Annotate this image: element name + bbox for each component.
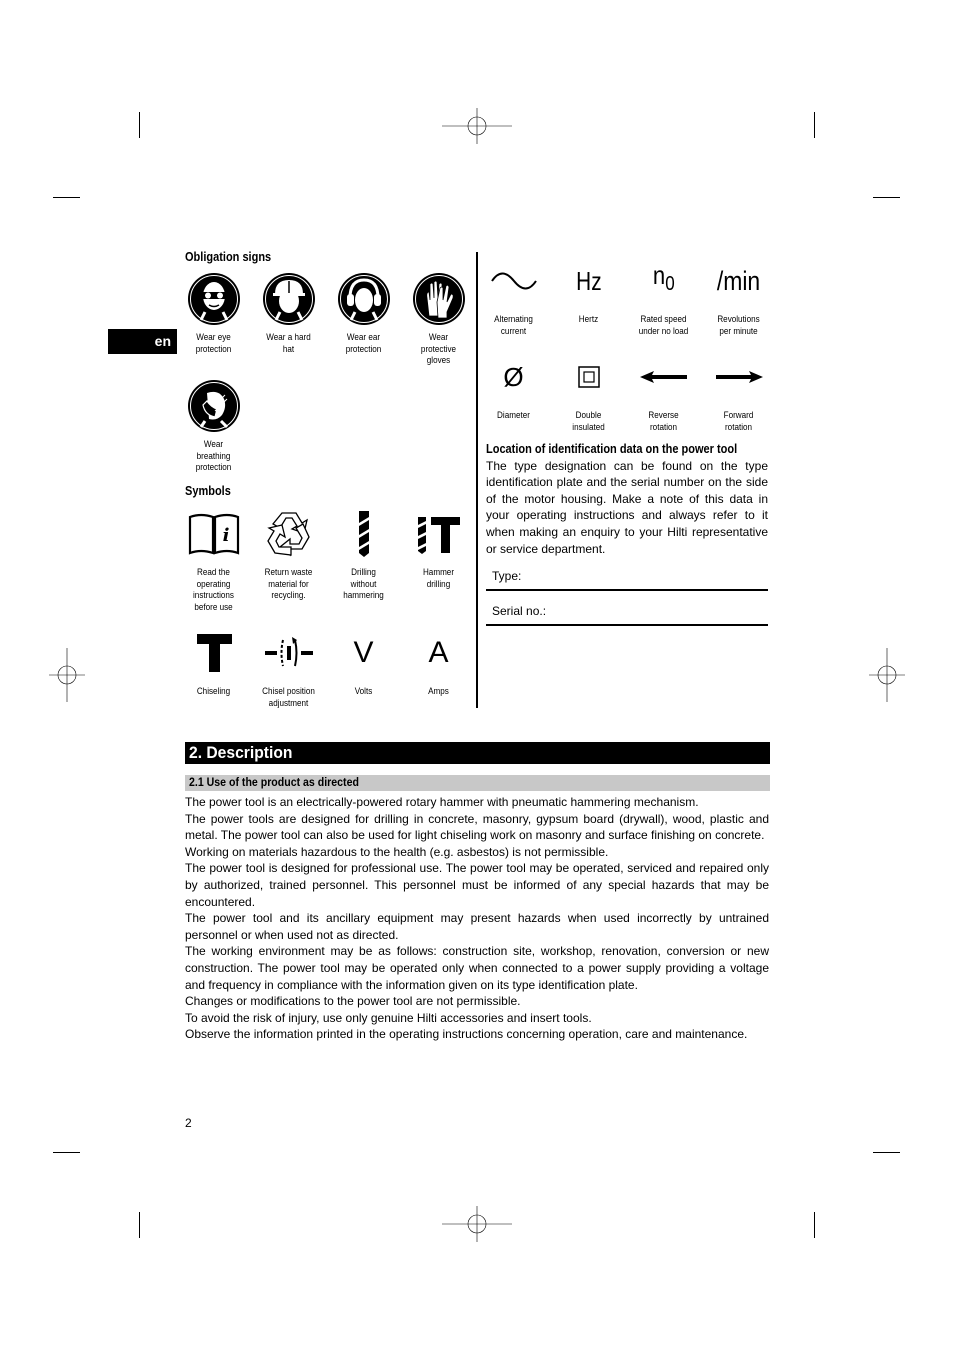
double-insulated-icon <box>551 350 626 404</box>
reverse-rotation-icon <box>626 350 701 404</box>
unit-hertz <box>551 254 626 326</box>
language-tab: en <box>108 329 177 354</box>
description-heading: 2. Description <box>185 742 770 764</box>
sign-caption: Wear a hard hat <box>266 332 311 354</box>
unit-forward-rotation <box>701 350 776 433</box>
unit-caption: Diameter <box>497 410 530 420</box>
symbol-caption: Chisel position adjustment <box>262 686 315 708</box>
symbol-caption: Read the operating instructions before use <box>193 567 234 612</box>
description-paragraph: Observe the information printed in the operating instructions concerning operation, care and maintenance. <box>185 1027 748 1042</box>
hard-hat-icon <box>251 272 326 326</box>
symbols-heading: Symbols <box>185 484 231 498</box>
description-paragraph: The working environment may be as follows: construction site, workshop, renovation, conversion or new construction. The power tool may be operated only when connected to a power supply providing a voltage and frequency in compliance with the information given on its type identification plate. <box>185 944 769 992</box>
description-body <box>185 794 769 1043</box>
sign-caption: Wear breathing protection <box>195 439 232 472</box>
unit-revolutions <box>701 254 776 337</box>
location-section <box>486 441 768 557</box>
volts-icon: V <box>353 636 374 669</box>
amps-icon: A <box>428 636 449 669</box>
sign-ear-protection <box>326 272 401 355</box>
symbol-chisel-position <box>251 626 326 709</box>
unit-caption: Alternating current <box>494 314 533 336</box>
diameter-icon: Ø <box>503 361 524 392</box>
crop-mark <box>814 112 815 138</box>
drilling-icon <box>326 507 401 561</box>
unit-caption: Rated speed under no load <box>638 314 689 336</box>
symbol-amps <box>401 626 476 698</box>
unit-caption: Forward rotation <box>723 410 754 432</box>
registration-mark-icon <box>442 108 512 144</box>
symbol-caption: Volts <box>354 686 373 696</box>
type-label: Type: <box>492 569 522 583</box>
ear-protection-icon <box>326 272 401 326</box>
symbol-volts <box>326 626 401 698</box>
forward-rotation-icon <box>701 350 776 404</box>
description-paragraph: The power tool is an electrically-powered rotary hammer with pneumatic hammering mechanism. <box>185 795 699 809</box>
description-paragraph: Working on materials hazardous to the health (e.g. asbestos) is not permissible. <box>185 844 609 859</box>
crop-mark <box>814 1212 815 1238</box>
description-paragraph: The power tools are designed for drilling in concrete, masonry, gypsum board (drywall), wood, plastic and metal. The power tool can also be used for light chiseling work on masonry and surface finishing on concrete. <box>185 811 769 843</box>
sign-caption: Wear ear protection <box>345 332 382 354</box>
operating-instructions-icon <box>176 507 251 561</box>
rated-speed-icon: n0 <box>652 259 675 295</box>
svg-text:i: i <box>222 525 229 546</box>
sign-breathing-protection <box>176 379 251 474</box>
location-heading: Location of identification data on the power tool <box>486 442 738 456</box>
recycling-icon <box>251 507 326 561</box>
unit-rated-speed <box>626 254 701 337</box>
hertz-icon: Hz <box>575 265 602 296</box>
serial-field[interactable] <box>486 604 768 626</box>
unit-alternating-current <box>476 254 551 337</box>
location-body: The type designation can be found on the type identification plate and the serial number on the side of the motor housing. Make a note of this data in your operating instructions and always refer to it when making an enquiry to your Hilti representative or service department. <box>486 458 768 556</box>
unit-double-insulated <box>551 350 626 433</box>
crop-mark <box>53 197 80 198</box>
registration-mark-icon <box>442 1206 512 1242</box>
symbol-chiseling <box>176 626 251 698</box>
hammer-drilling-icon <box>401 507 476 561</box>
symbol-caption: Return waste material for recycling. <box>264 567 313 600</box>
symbol-hammer-drilling <box>401 507 476 590</box>
sign-caption: Wear protective gloves <box>420 332 457 365</box>
description-paragraph: The power tool is designed for professional use. The power tool may be operated, serviced and repaired only by authorized, trained personnel. This personnel must be informed of any special hazards that may be encountered. <box>185 861 769 909</box>
sign-hard-hat <box>251 272 326 355</box>
crop-mark <box>53 1152 80 1153</box>
registration-mark-icon <box>49 648 85 702</box>
symbol-drilling <box>326 507 401 602</box>
chisel-position-icon <box>251 626 326 680</box>
crop-mark <box>139 112 140 138</box>
obligation-signs-heading: Obligation signs <box>185 250 272 264</box>
symbol-operating-instructions <box>176 507 251 613</box>
sign-protective-gloves <box>401 272 476 367</box>
alternating-current-icon <box>476 254 551 308</box>
chiseling-icon <box>176 626 251 680</box>
serial-label: Serial no.: <box>492 604 547 618</box>
sign-eye-protection <box>176 272 251 355</box>
symbol-caption: Chiseling <box>196 686 231 696</box>
unit-caption: Double insulated <box>572 410 605 432</box>
symbol-caption: Amps <box>428 686 449 696</box>
crop-mark <box>139 1212 140 1238</box>
registration-mark-icon <box>869 648 905 702</box>
breathing-protection-icon <box>176 379 251 433</box>
revolutions-icon: /min <box>716 265 761 296</box>
protective-gloves-icon <box>401 272 476 326</box>
unit-caption: Revolutions per minute <box>717 314 760 336</box>
page-number: 2 <box>185 1116 192 1130</box>
unit-caption: Reverse rotation <box>648 410 679 432</box>
type-field[interactable] <box>486 569 768 591</box>
symbol-recycling <box>251 507 326 602</box>
eye-protection-icon <box>176 272 251 326</box>
description-paragraph: Changes or modifications to the power tool are not permissible. <box>185 994 521 1009</box>
unit-diameter <box>476 350 551 422</box>
description-paragraph: The power tool and its ancillary equipment may present hazards when used incorrectly by untrained personnel or when used not as directed. <box>185 911 769 942</box>
unit-reverse-rotation <box>626 350 701 433</box>
description-paragraph: To avoid the risk of injury, use only genuine Hilti accessories and insert tools. <box>185 1010 592 1025</box>
symbol-caption: Drilling without hammering <box>343 567 384 600</box>
crop-mark <box>873 1152 900 1153</box>
symbol-caption: Hammer drilling <box>422 567 455 589</box>
use-as-directed-subheading: 2.1 Use of the product as directed <box>185 775 770 791</box>
crop-mark <box>873 197 900 198</box>
sign-caption: Wear eye protection <box>195 332 232 354</box>
unit-caption: Hertz <box>578 314 599 324</box>
